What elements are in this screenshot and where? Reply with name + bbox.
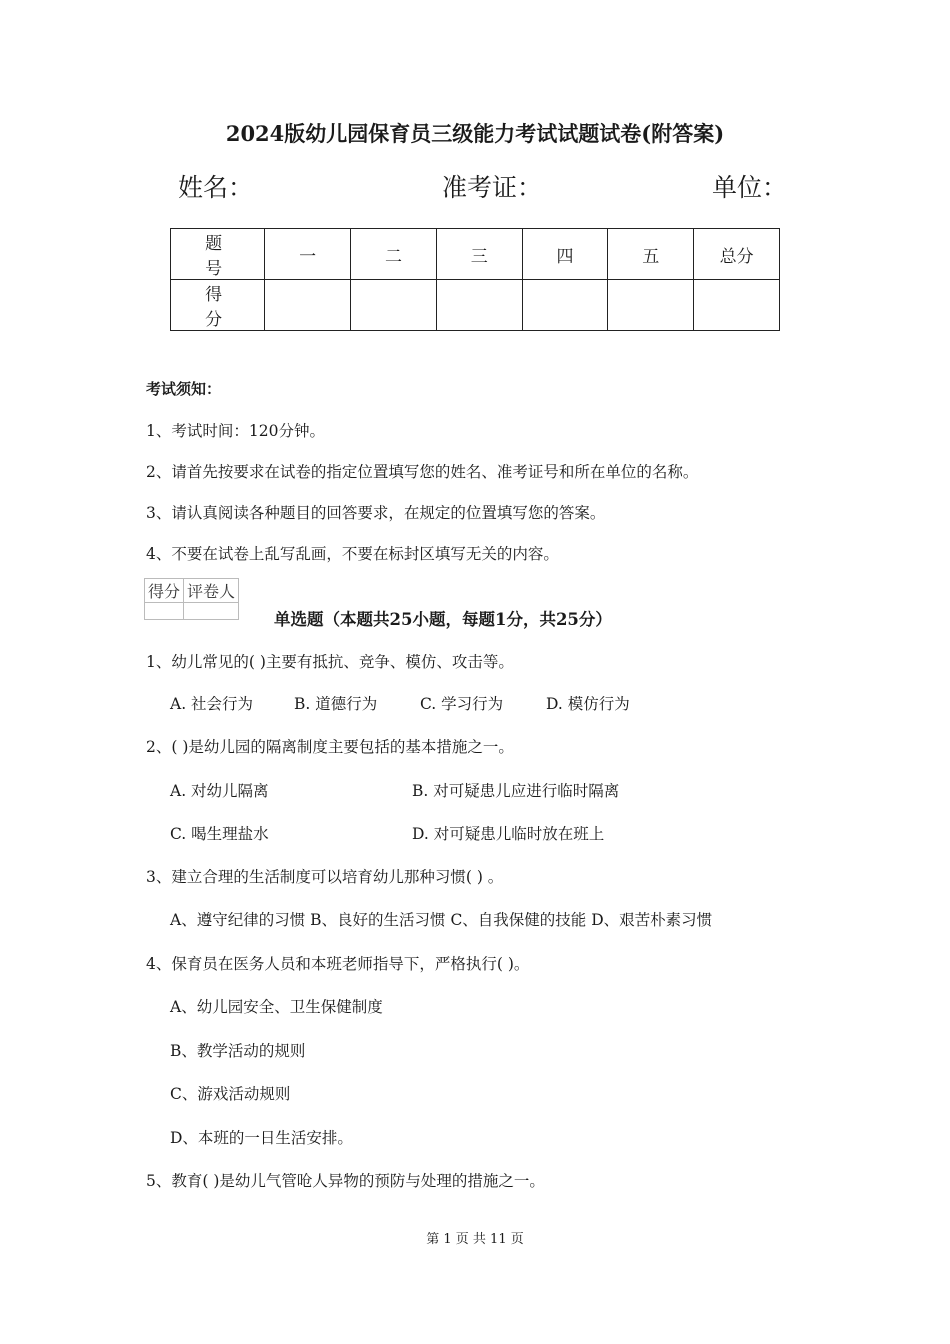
notice-item: 4、不要在试卷上乱写乱画，不要在标封区填写无关的内容。 [146, 545, 559, 563]
notice-item: 1、考试时间：120分钟。 [146, 422, 325, 440]
question-option: B、教学活动的规则 [170, 1042, 306, 1060]
grader-box [144, 578, 239, 620]
name-label: 姓名： [178, 173, 254, 202]
score-table-score-row [171, 280, 780, 331]
ticket-number-label: 准考证： [442, 173, 543, 202]
score-cell[interactable] [351, 280, 437, 331]
score-table-header-cell: 五 [608, 229, 694, 280]
candidate-info-row [0, 168, 950, 208]
question-option: B. 对可疑患儿应进行临时隔离 [412, 782, 620, 800]
notice-title: 考试须知： [146, 380, 222, 398]
question-option: A. 对幼儿隔离 [170, 782, 269, 800]
score-cell[interactable] [436, 280, 522, 331]
question-stem: 1、幼儿常见的( )主要有抵抗、竞争、模仿、攻击等。 [146, 653, 514, 671]
score-table-header-cell: 四 [522, 229, 608, 280]
score-cell[interactable] [265, 280, 351, 331]
question-stem: 4、保育员在医务人员和本班老师指导下，严格执行( )。 [146, 955, 530, 973]
question-option: A. 社会行为 [170, 695, 254, 713]
section-title: 单选题（本题共25小题，每题1分，共25分） [274, 610, 612, 629]
grader-score-cell[interactable] [145, 603, 184, 620]
score-table-header-row [171, 229, 780, 280]
notice-item: 2、请首先按要求在试卷的指定位置填写您的姓名、准考证号和所在单位的名称。 [146, 463, 699, 481]
question-option: A、幼儿园安全、卫生保健制度 [170, 998, 383, 1016]
question-option: D. 对可疑患儿临时放在班上 [412, 825, 605, 843]
question-stem: 3、建立合理的生活制度可以培育幼儿那种习惯( ) 。 [146, 868, 504, 886]
question-option: A、遵守纪律的习惯 B、良好的生活习惯 C、自我保健的技能 D、艰苦朴素习惯 [170, 911, 713, 929]
document-title: 2024版幼儿园保育员三级能力考试试题试卷(附答案) [225, 121, 725, 146]
score-table-header-cell: 总分 [694, 229, 780, 280]
score-cell[interactable] [694, 280, 780, 331]
score-table-header-cell: 一 [265, 229, 351, 280]
score-row-label: 得 分 [171, 280, 265, 331]
grader-score-label: 得分 [145, 579, 184, 603]
question-option: C. 学习行为 [420, 695, 504, 713]
score-cell[interactable] [608, 280, 694, 331]
question-option: D、本班的一日生活安排。 [170, 1129, 353, 1147]
grader-reviewer-cell[interactable] [184, 603, 239, 620]
score-table-header-cell: 二 [351, 229, 437, 280]
unit-label: 单位： [712, 173, 788, 202]
question-stem: 5、教育( )是幼儿气管呛人异物的预防与处理的措施之一。 [146, 1172, 545, 1190]
question-option: B. 道德行为 [294, 695, 378, 713]
notice-item: 3、请认真阅读各种题目的回答要求，在规定的位置填写您的答案。 [146, 504, 606, 522]
question-stem: 2、( )是幼儿园的隔离制度主要包括的基本措施之一。 [146, 738, 514, 756]
score-table-header-cell: 题 号 [171, 229, 265, 280]
grader-reviewer-label: 评卷人 [184, 579, 239, 603]
page-footer: 第 1 页 共 11 页 [426, 1232, 524, 1247]
score-cell[interactable] [522, 280, 608, 331]
question-option: D. 模仿行为 [546, 695, 630, 713]
score-table [170, 228, 780, 331]
score-table-header-cell: 三 [436, 229, 522, 280]
question-option: C、游戏活动规则 [170, 1085, 291, 1103]
question-option: C. 喝生理盐水 [170, 825, 269, 843]
